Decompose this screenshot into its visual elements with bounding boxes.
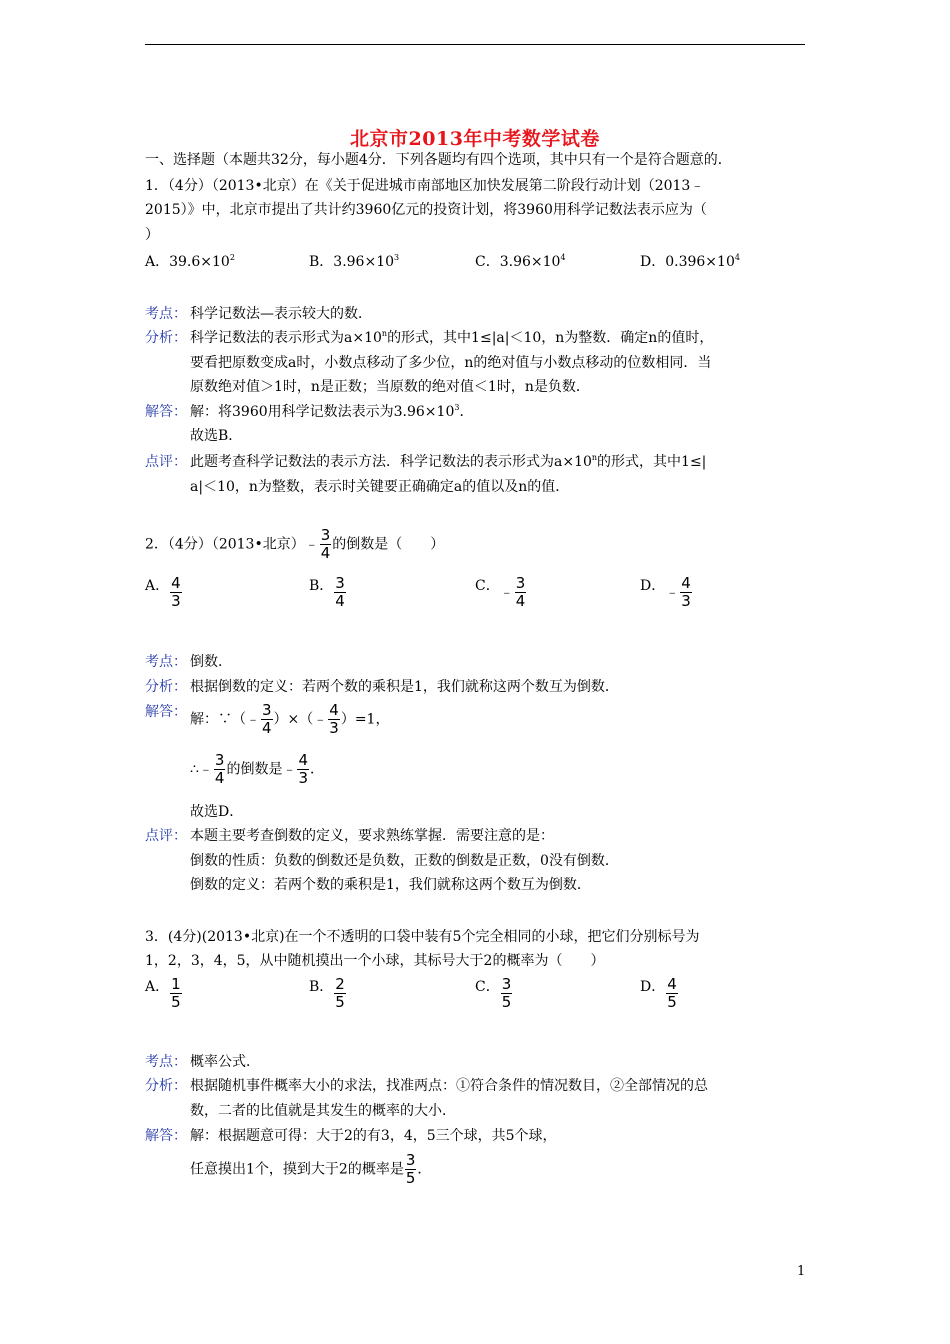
page-number: 1 xyxy=(797,1264,806,1279)
q3-fenxi-line2: 数，二者的比值就是其发生的概率的大小． xyxy=(190,1103,456,1119)
q1-option-c: C．$3.96\times 10^4$ xyxy=(475,253,566,270)
q3-stem-line1: 3．(4分)(2013•北京)在一个不透明的口袋中装有5个完全相同的小球，把它们分别标号为 xyxy=(145,929,700,945)
q3-option-a: A． $\frac{1}{5}$ xyxy=(145,975,181,1011)
q3-kaodian: 概率公式． xyxy=(190,1054,260,1070)
q3-jieda-label: 解答： xyxy=(145,1128,187,1144)
q1-fenxi-line1: 科学记数法的表示形式为$a\times 10^n$的形式，其中1≤|a|＜10，n为整数．确定n的值时， xyxy=(190,329,714,346)
q1-fenxi-line3: 原数绝对值＞1时，n是正数；当原数的绝对值＜1时，n是负数． xyxy=(190,379,590,395)
q3-option-b: B． $\frac{2}{5}$ xyxy=(309,975,345,1011)
q1-dianping-line1: 此题考查科学记数法的表示方法．科学记数法的表示形式为$a\times 10^n$的形式，其中1≤| xyxy=(190,453,707,470)
q1-kaodian-label: 考点： xyxy=(145,306,187,322)
q1-stem-line1: 1．（4分）（2013•北京）在《关于促进城市南部地区加快发展第二阶段行动计划（2013﹣ xyxy=(145,178,705,194)
q2-option-d: D．﹣ $\frac{4}{3}$ xyxy=(640,574,691,610)
q1-dianping-line2: a|＜10，n为整数，表示时关键要正确确定a的值以及n的值． xyxy=(190,479,570,495)
q1-fenxi-label: 分析： xyxy=(145,330,187,346)
q2-option-c: C．﹣ $\frac{3}{4}$ xyxy=(475,574,526,610)
q2-dianping-label: 点评： xyxy=(145,828,187,844)
section-header: 一、选择题（本题共32分，每小题4分．下列各题均有四个选项，其中只有一个是符合题意的． xyxy=(145,152,732,168)
q3-jieda-line2: 任意摸出1个，摸到大于2的概率是 $\frac{3}{5}$ ． xyxy=(190,1151,432,1187)
q2-fenxi: 根据倒数的定义：若两个数的乘积是1，我们就称这两个数互为倒数． xyxy=(190,679,619,695)
q3-fenxi-line1: 根据随机事件概率大小的求法，找准两点：①符合条件的情况数目，②全部情况的总 xyxy=(190,1078,708,1094)
q1-option-a: A．$39.6\times 10^2$ xyxy=(145,253,235,270)
q3-stem-line2: 1，2，3，4，5，从中随机摸出一个小球，其标号大于2的概率为（ ） xyxy=(145,953,605,969)
q2-kaodian-label: 考点： xyxy=(145,654,187,670)
q3-kaodian-label: 考点： xyxy=(145,1054,187,1070)
q1-jieda-label: 解答： xyxy=(145,404,187,420)
q3-option-d: D． $\frac{4}{5}$ xyxy=(640,975,677,1011)
q1-kaodian: 科学记数法—表示较大的数． xyxy=(190,306,372,322)
q2-jieda-line1: 解：∵（﹣ $\frac{3}{4}$ ）×（﹣ $\frac{4}{3}$ ）=1， xyxy=(190,701,390,737)
q3-option-c: C． $\frac{3}{5}$ xyxy=(475,975,512,1011)
q3-fenxi-label: 分析： xyxy=(145,1078,187,1094)
q1-jieda-line2: 故选B． xyxy=(190,428,243,444)
q2-jieda-label: 解答： xyxy=(145,704,187,720)
q1-jieda-line1: 解：将3960用科学记数法表示为$3.96\times 10^3$． xyxy=(190,403,474,420)
q2-stem-fraction: $\frac{3}{4}$ xyxy=(320,526,331,562)
q2-dianping-line3: 倒数的定义：若两个数的乘积是1，我们就称这两个数互为倒数． xyxy=(190,877,591,893)
q2-fenxi-label: 分析： xyxy=(145,679,187,695)
q2-stem: 2．（4分）（2013•北京）﹣ $\frac{3}{4}$ 的倒数是（ ） xyxy=(145,526,445,562)
q3-jieda-line1: 解：根据题意可得：大于2的有3，4，5三个球，共5个球， xyxy=(190,1128,557,1144)
page-title: 北京市2013年中考数学试卷 xyxy=(350,128,600,150)
header-rule xyxy=(145,44,805,45)
q2-kaodian: 倒数． xyxy=(190,654,232,670)
q1-dianping-label: 点评： xyxy=(145,454,187,470)
q2-dianping-line2: 倒数的性质：负数的倒数还是负数，正数的倒数是正数，0没有倒数． xyxy=(190,853,619,869)
q2-option-a: A． $\frac{4}{3}$ xyxy=(145,574,181,610)
q2-jieda-line3: 故选D． xyxy=(190,804,244,820)
q1-stem-line2: 2015）》中，北京市提出了共计约3960亿元的投资计划，将3960用科学记数法表示应为（ xyxy=(145,202,707,218)
q2-dianping-line1: 本题主要考查倒数的定义，要求熟练掌握．需要注意的是： xyxy=(190,828,554,844)
q2-option-b: B． $\frac{3}{4}$ xyxy=(309,574,345,610)
q1-option-b: B．$3.96\times 10^3$ xyxy=(309,253,400,270)
q1-stem-line3: ） xyxy=(145,227,159,243)
q1-option-d: D．$0.396\times 10^4$ xyxy=(640,253,740,270)
q1-fenxi-line2: 要看把原数变成a时，小数点移动了多少位，n的绝对值与小数点移动的位数相同．当 xyxy=(190,355,712,371)
q2-jieda-line2: ∴﹣ $\frac{3}{4}$ 的倒数是﹣ $\frac{4}{3}$ ． xyxy=(190,751,325,787)
